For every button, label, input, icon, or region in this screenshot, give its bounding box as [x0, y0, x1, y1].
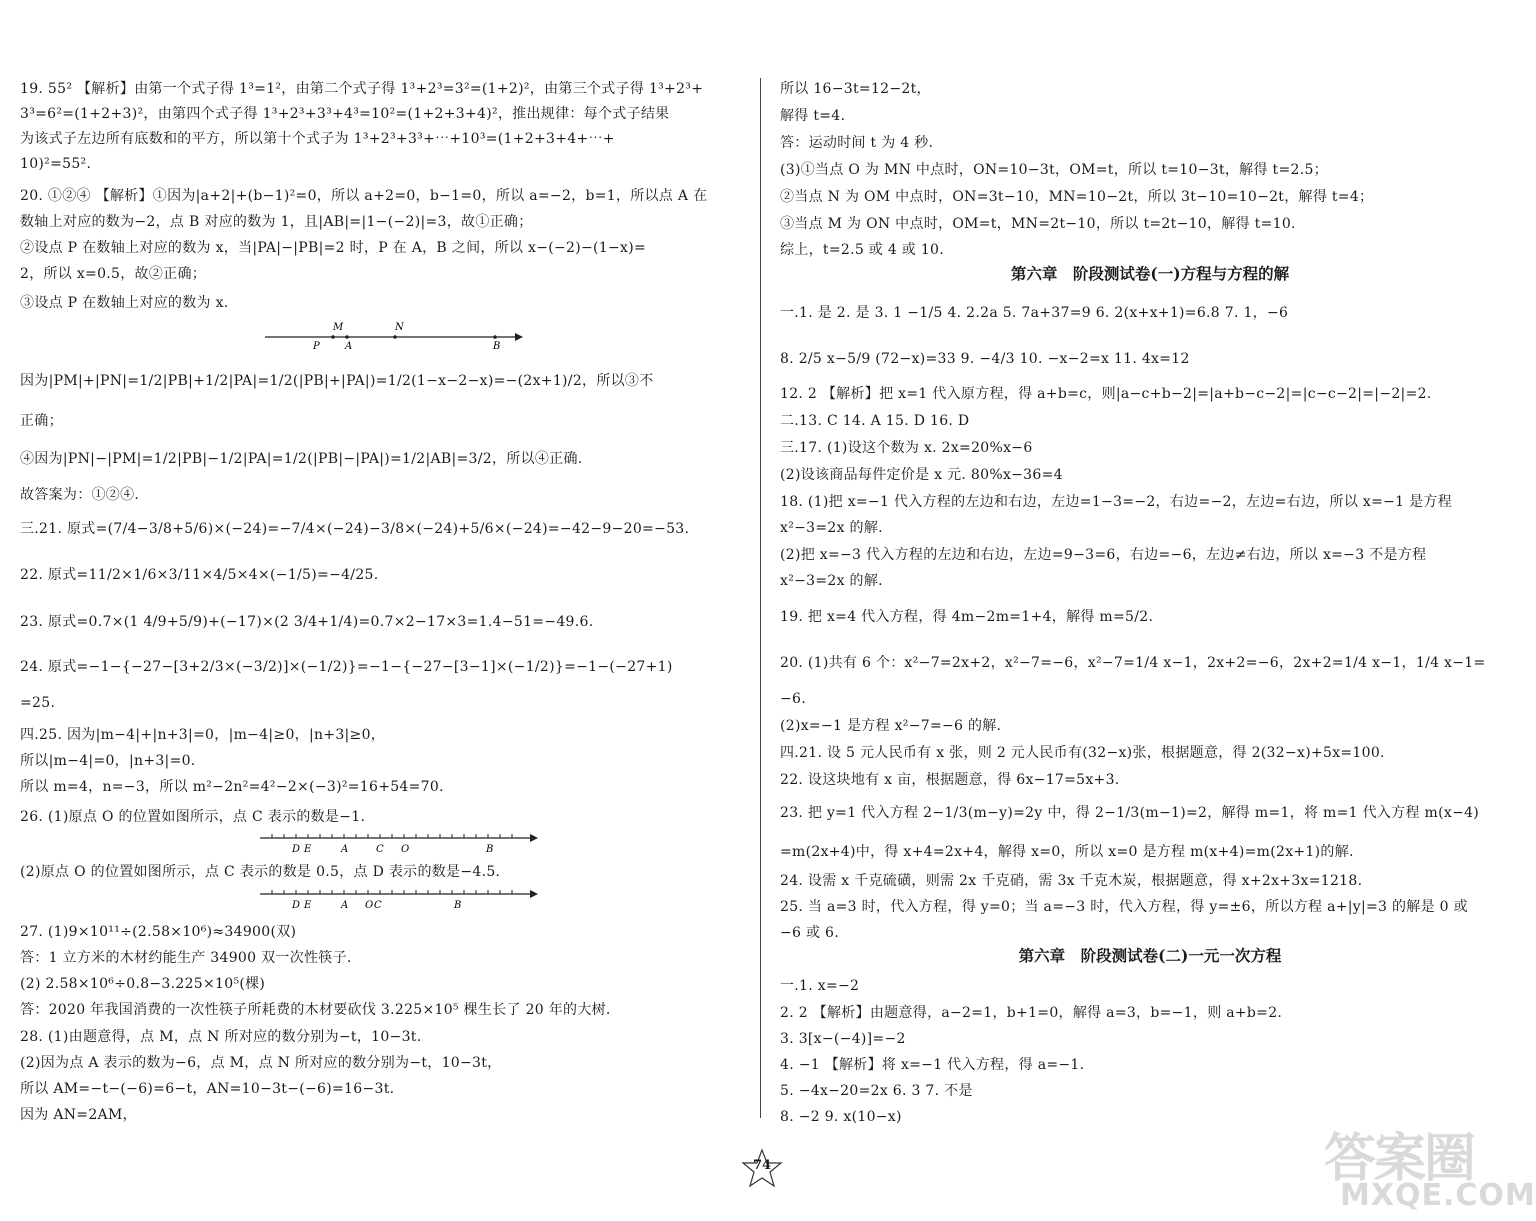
text-line: (3)①当点 O 为 MN 中点时，ON=10−3t，OM=t，所以 t=10−3t，解得 t=2.5； — [780, 162, 1328, 178]
watermark — [1318, 1116, 1536, 1216]
text-line: ③设点 P 在数轴上对应的数为 x. — [20, 295, 229, 311]
point-label-e: E — [304, 900, 312, 911]
number-line-figure-2 — [260, 884, 540, 914]
text-line: −6 或 6. — [780, 925, 839, 941]
arrow-icon — [515, 333, 523, 341]
text-line: 19. 把 x=4 代入方程，得 4m−2m=1+4，解得 m=5/2. — [780, 609, 1154, 625]
text-line: 2，所以 x=0.5，故②正确； — [20, 266, 207, 282]
point-label-c: C — [376, 844, 384, 855]
point-label-e: E — [304, 844, 312, 855]
point-label-o: O — [365, 900, 374, 911]
page-number-text: 74 — [752, 1158, 772, 1173]
point-label-d: D — [292, 900, 301, 911]
text-line: ④因为|PN|−|PM|=1/2|PB|−1/2|PA|=1/2(|PB|−|PA|)=1/2|AB|=3/2，所以④正确. — [20, 451, 583, 467]
text-line: 23. 把 y=1 代入方程 2−1/3(m−y)=2y 中，得 2−1/3(m−1)=2，解得 m=1，将 m=1 代入方程 m(x−4) — [780, 805, 1480, 821]
text-line: =25. — [20, 695, 56, 711]
text-line: 22. 原式=11/2×1/6×3/11×4/5×4×(−1/5)=−4/25. — [20, 567, 379, 583]
point-label-m: M — [333, 322, 344, 333]
arrow-icon — [530, 834, 538, 842]
point-label-c: C — [374, 900, 382, 911]
text-line: (2)因为点 A 表示的数为−6，点 M，点 N 所对应的数分别为−t，10−3t， — [20, 1055, 502, 1071]
point-label-n: N — [395, 322, 404, 333]
text-line: 四.21. 设 5 元人民币有 x 张，则 2 元人民币有(32−x)张，根据题意，得 2(32−x)+5x=100. — [780, 745, 1385, 761]
point-mark — [393, 335, 397, 339]
text-line: 四.25. 因为|m−4|+|n+3|=0，|m−4|≥0，|n+3|≥0， — [20, 727, 386, 743]
text-line: 5. −4x−20=2x 6. 3 7. 不是 — [780, 1083, 973, 1099]
text-line: 三.17. (1)设这个数为 x. 2x=20%x−6 — [780, 440, 1033, 456]
text-line: x²−3=2x 的解. — [780, 520, 883, 536]
text-line: 3. 3[x−(−4)]=−2 — [780, 1031, 906, 1047]
point-mark — [493, 335, 497, 339]
page-number — [740, 1148, 784, 1188]
text-line: 三.21. 原式=(7/4−3/8+5/6)×(−24)=−7/4×(−24)−3/8×(−24)+5/6×(−24)=−42−9−20=−53. — [20, 521, 690, 537]
arrow-icon — [530, 890, 538, 898]
text-line: 4. −1 【解析】将 x=−1 代入方程，得 a=−1. — [780, 1057, 1085, 1073]
text-line: 28. (1)由题意得，点 M，点 N 所对应的数分别为−t，10−3t. — [20, 1029, 422, 1045]
text-line: 正确； — [20, 413, 63, 429]
text-line: 12. 2 【解析】把 x=1 代入原方程，得 a+b=c，则|a−c+b−2|=|a+b−c−2|=|c−c−2|=|−2|=2. — [780, 386, 1432, 402]
text-line: (2)x=−1 是方程 x²−7=−6 的解. — [780, 718, 1002, 734]
text-line: 一.1. 是 2. 是 3. 1 −1/5 4. 2.2a 5. 7a+37=9 6. 2(x+x+1)=6.8 7. 1，−6 — [780, 305, 1289, 321]
text-line: 因为 AN=2AM， — [20, 1107, 137, 1123]
text-line: 答：运动时间 t 为 4 秒. — [780, 135, 934, 151]
text-line: ③当点 M 为 ON 中点时，OM=t，MN=2t−10，所以 t=2t−10，解得 t=10. — [780, 216, 1296, 232]
text-line: 二.13. C 14. A 15. D 16. D — [780, 413, 970, 429]
text-line: 23. 原式=0.7×(1 4/9+5/9)+(−17)×(2 3/4+1/4)=0.7×2−17×3=1.4−51=−49.6. — [20, 614, 594, 630]
column-divider — [760, 78, 761, 1118]
point-label-d: D — [292, 844, 301, 855]
text-line: 一.1. x=−2 — [780, 978, 860, 994]
watermark-title: 答案圈 — [1324, 1129, 1475, 1189]
text-line: (2) 2.58×10⁶÷0.8−3.225×10⁵(棵) — [20, 976, 266, 992]
text-line: 所以|m−4|=0，|n+3|=0. — [20, 753, 196, 769]
text-line: 2. 2 【解析】由题意得，a−2=1，b+1=0，解得 a=3，b=−1，则 a+b=2. — [780, 1005, 1283, 1021]
text-line: 综上，t=2.5 或 4 或 10. — [780, 242, 944, 258]
point-label-a: A — [341, 900, 349, 911]
text-line: −6. — [780, 691, 806, 707]
point-label-b: B — [486, 844, 494, 855]
tick-marks — [272, 834, 512, 838]
text-line: (2)设该商品每件定价是 x 元. 80%x−36=4 — [780, 467, 1063, 483]
text-line: 20. (1)共有 6 个：x²−7=2x+2，x²−7=−6，x²−7=1/4 x−1，2x+2=−6，2x+2=1/4 x−1，1/4 x−1= — [780, 655, 1486, 671]
text-line: 22. 设这块地有 x 亩，根据题意，得 6x−17=5x+3. — [780, 772, 1120, 788]
text-line: ②设点 P 在数轴上对应的数为 x，当|PA|−|PB|=2 时，P 在 A，B 之间，所以 x−(−2)−(1−x)= — [20, 240, 647, 256]
text-line: 25. 当 a=3 时，代入方程，得 y=0；当 a=−3 时，代入方程，得 y=±6，所以方程 a+|y|=3 的解是 0 或 — [780, 899, 1468, 915]
text-line: 数轴上对应的数为−2，点 B 对应的数为 1，且|AB|=|1−(−2)|=3，故①正确； — [20, 214, 533, 230]
text-line: 因为|PM|+|PN|=1/2|PB|+1/2|PA|=1/2(|PB|+|PA|)=1/2(1−x−2−x)=−(2x+1)/2，所以③不 — [20, 373, 654, 389]
text-line: 8. 2/5 x−5/9 (72−x)=33 9. −4/3 10. −x−2=x 11. 4x=12 — [780, 351, 1190, 367]
point-mark — [331, 335, 335, 339]
text-line: 解得 t=4. — [780, 108, 846, 124]
text-line: 所以 AM=−t−(−6)=6−t，AN=10−3t−(−6)=16−3t. — [20, 1081, 395, 1097]
text-line: 27. (1)9×10¹¹÷(2.58×10⁶)≈34900(双) — [20, 924, 297, 940]
number-line-figure-1 — [260, 828, 540, 858]
text-line: 所以 16−3t=12−2t， — [780, 81, 931, 97]
text-line: 为该式子左边所有底数和的平方，所以第十个式子为 1³+2³+3³+⋯+10³=(1+2+3+4+⋯+ — [20, 131, 615, 147]
point-label-a: A — [341, 844, 349, 855]
text-line: 故答案为：①②④. — [20, 487, 140, 503]
point-label-a: A — [345, 341, 353, 350]
point-label-p: P — [313, 341, 320, 350]
section-heading: 第六章 阶段测试卷(二)一元一次方程 — [1018, 946, 1282, 965]
text-line: 10)²=55². — [20, 156, 92, 172]
section-heading: 第六章 阶段测试卷(一)方程与方程的解 — [1010, 264, 1290, 283]
text-line: ②当点 N 为 OM 中点时，ON=3t−10，MN=10−2t，所以 3t−10=10−2t，解得 t=4； — [780, 189, 1374, 205]
text-line: 答：2020 年我国消费的一次性筷子所耗费的木材要砍伐 3.225×10⁵ 棵生长了 20 年的大树. — [20, 1002, 611, 1018]
point-mark — [345, 335, 349, 339]
text-line: 8. −2 9. x(10−x) — [780, 1109, 902, 1125]
text-line: 答：1 立方米的木材约能生产 34900 双一次性筷子. — [20, 950, 352, 966]
text-line: 19. 55² 【解析】由第一个式子得 1³=1²，由第二个式子得 1³+2³=3²=(1+2)²，由第三个式子得 1³+2³+ — [20, 81, 704, 97]
text-line: 24. 设需 x 千克硫磺，则需 2x 千克硝，需 3x 千克木炭，根据题意，得 x+2x+3x=1218. — [780, 873, 1363, 889]
text-line: 3³=6²=(1+2+3)²，由第四个式子得 1³+2³+3³+4³=10²=(1+2+3+4)²，推出规律：每个式子结果 — [20, 106, 670, 122]
tick-marks — [272, 890, 512, 894]
text-line: 18. (1)把 x=−1 代入方程的左边和右边，左边=1−3=−2，右边=−2，左边=右边，所以 x=−1 是方程 — [780, 494, 1453, 510]
text-line: 20. ①②④ 【解析】①因为|a+2|+(b−1)²=0，所以 a+2=0，b−1=0，所以 a=−2，b=1，所以点 A 在 — [20, 188, 708, 204]
text-line: x²−3=2x 的解. — [780, 573, 883, 589]
text-line: 所以 m=4，n=−3，所以 m²−2n²=4²−2×(−3)²=16+54=70. — [20, 779, 444, 795]
text-line: (2)把 x=−3 代入方程的左边和右边，左边=9−3=6，右边=−6，左边≠右边，所以 x=−3 不是方程 — [780, 547, 1427, 563]
text-line: 26. (1)原点 O 的位置如图所示，点 C 表示的数是−1. — [20, 809, 366, 825]
watermark-url: MXQE.COM — [1340, 1178, 1536, 1213]
text-line: 24. 原式=−1−{−27−[3+2/3×(−3/2)]×(−1/2)}=−1−{−27−[3−1]×(−1/2)}=−1−(−27+1) — [20, 659, 673, 675]
number-line-figure — [265, 320, 525, 350]
point-label-b: B — [493, 341, 501, 350]
text-line: (2)原点 O 的位置如图所示，点 C 表示的数是 0.5，点 D 表示的数是−4.5. — [20, 864, 501, 880]
point-label-b: B — [454, 900, 462, 911]
point-label-o: O — [401, 844, 410, 855]
text-line: =m(2x+4)中，得 x+4=2x+4，解得 x=0，所以 x=0 是方程 m(x+4)=m(2x+1)的解. — [780, 844, 1354, 860]
